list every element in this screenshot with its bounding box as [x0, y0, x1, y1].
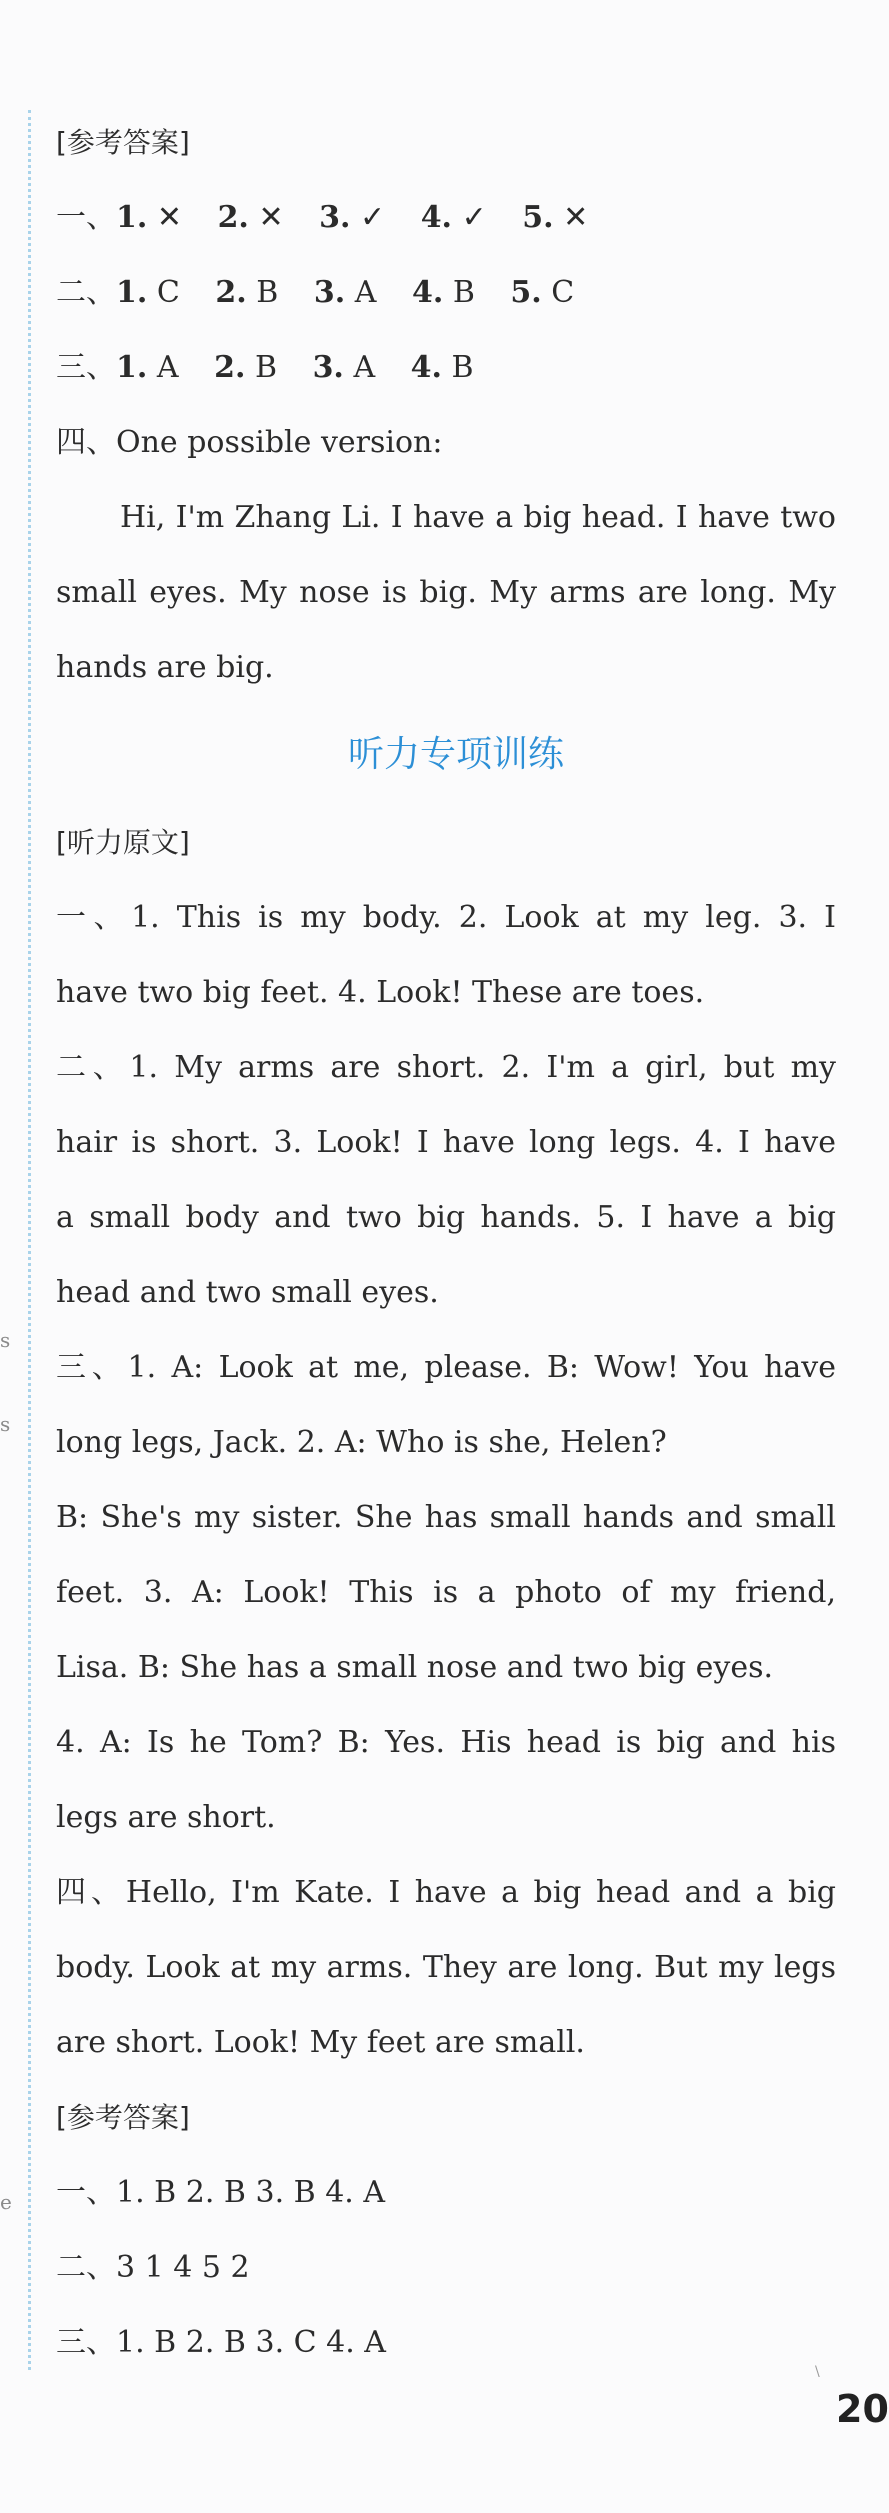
- answer-row-2: 二、1. C 2. B 3. A 4. B 5. C: [56, 275, 575, 310]
- transcript-line: 一、1. This is my body. 2. Look at my leg. 3. I: [56, 900, 836, 935]
- answer2-row: 三、1. B 2. B 3. C 4. A: [56, 2325, 386, 2360]
- transcript-line: long legs, Jack. 2. A: Who is she, Helen?: [56, 1425, 667, 1460]
- transcript-line: a small body and two big hands. 5. I have a big: [56, 1200, 836, 1235]
- transcript-line: have two big feet. 4. Look! These are toes.: [56, 975, 705, 1010]
- transcript-line: are short. Look! My feet are small.: [56, 2025, 585, 2060]
- edge-fragment: s: [0, 1328, 11, 1352]
- edge-fragment: s: [0, 1412, 11, 1436]
- answer-key-header: [参考答案]: [56, 126, 190, 159]
- transcript-line: 4. A: Is he Tom? B: Yes. His head is big and his: [56, 1725, 836, 1760]
- transcript-line: B: She's my sister. She has small hands and small: [56, 1500, 836, 1535]
- section-title: 听力专项训练: [347, 734, 564, 775]
- answer-row-1: 一、1. ✕ 2. ✕ 3. ✓ 4. ✓ 5. ✕: [56, 200, 589, 235]
- edge-fragment: e: [0, 2190, 12, 2214]
- answer2-row: 二、3 1 4 5 2: [56, 2250, 250, 2285]
- transcript-line: 二、1. My arms are short. 2. I'm a girl, but my: [56, 1050, 836, 1085]
- page-content: [56, 105, 836, 2380]
- answer-key-header-2: [参考答案]: [56, 2101, 190, 2134]
- left-dotted-rule: [28, 110, 31, 2370]
- answer2-row: 一、1. B 2. B 3. B 4. A: [56, 2175, 386, 2210]
- essay-line: hands are big.: [56, 650, 274, 685]
- transcript-line: legs are short.: [56, 1800, 276, 1835]
- transcript-line: body. Look at my arms. They are long. But my legs: [56, 1950, 836, 1985]
- essay-line: small eyes. My nose is big. My arms are long. My: [56, 575, 836, 610]
- transcript-line: 三、1. A: Look at me, please. B: Wow! You have: [56, 1350, 836, 1385]
- answer-row-4: 四、One possible version:: [56, 425, 443, 460]
- answer-row-3: 三、1. A 2. B 3. A 4. B: [56, 350, 474, 385]
- transcript-line: feet. 3. A: Look! This is a photo of my friend,: [56, 1575, 836, 1610]
- transcript-line: hair is short. 3. Look! I have long legs. 4. I have: [56, 1125, 836, 1160]
- page-number: 20: [836, 2387, 889, 2431]
- transcript-header: [听力原文]: [56, 826, 190, 859]
- transcript-line: head and two small eyes.: [56, 1275, 439, 1310]
- essay-line: Hi, I'm Zhang Li. I have a big head. I have two: [120, 500, 836, 535]
- transcript-line: Lisa. B: She has a small nose and two big eyes.: [56, 1650, 774, 1685]
- transcript-line: 四、Hello, I'm Kate. I have a big head and a big: [56, 1875, 836, 1910]
- corner-tick: \: [815, 2364, 820, 2380]
